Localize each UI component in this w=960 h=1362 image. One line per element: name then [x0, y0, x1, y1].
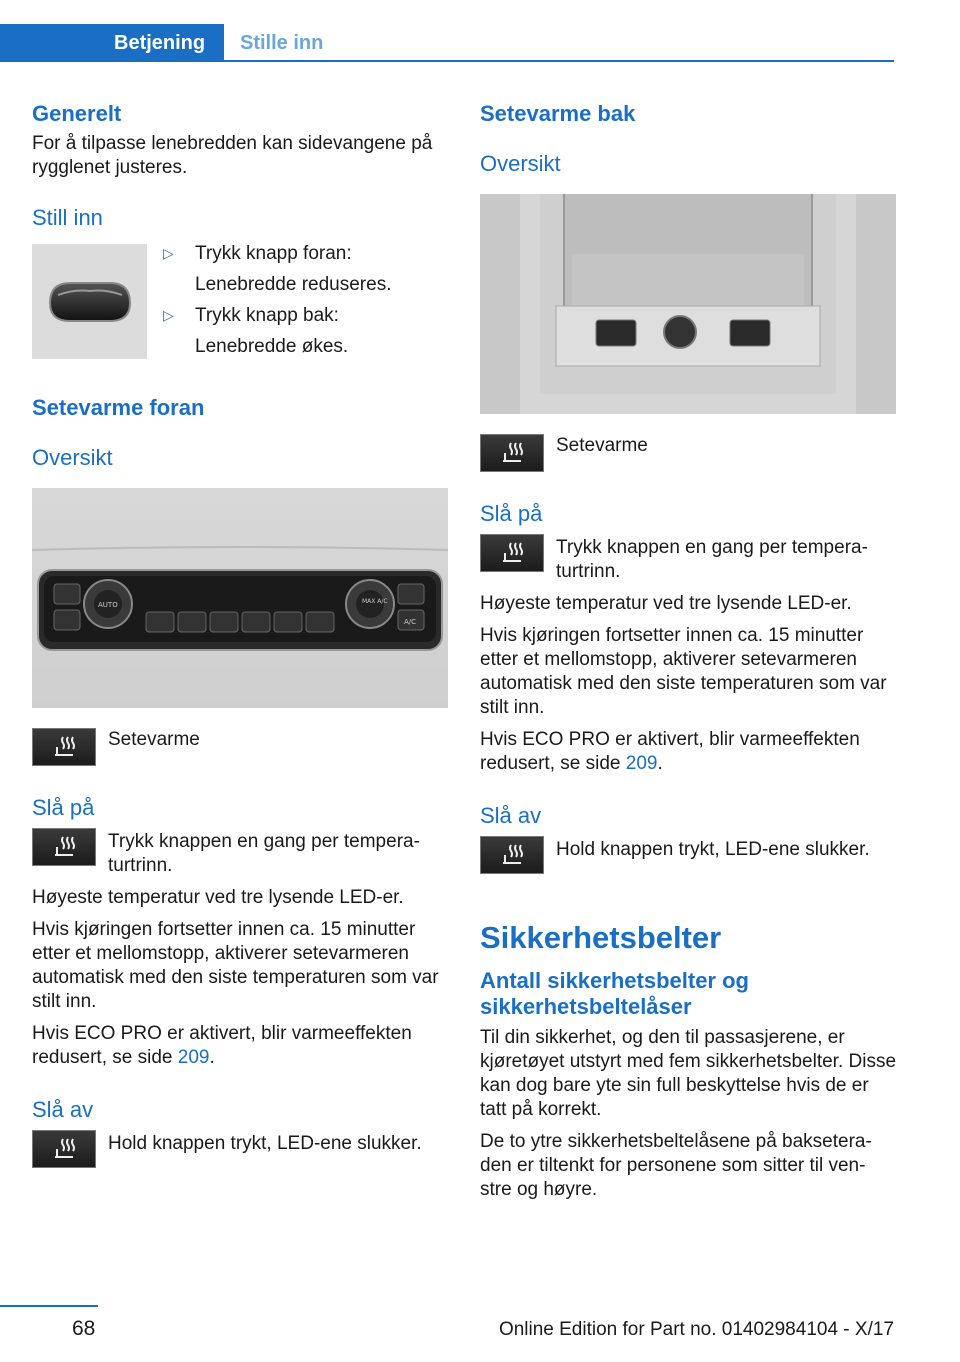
- sla-av-text-left: Hold knappen trykt, LED-ene slukker.: [108, 1133, 422, 1154]
- backrest-width-button-icon: [44, 277, 136, 327]
- still-inn-label: Still inn: [32, 205, 103, 230]
- bullet-desc: [163, 331, 391, 362]
- sla-av-row-left: [32, 1130, 448, 1168]
- hvis-text-left: Hvis kjøringen fortsetter innen ca. 15 minutter etter et mellomstopp, aktiverer setevarmeren automatisk med den siste temperaturen som var stilt inn.: [32, 919, 439, 1012]
- triangle-bullet-icon: ▷: [163, 307, 174, 323]
- page-link-209[interactable]: 209: [177, 1047, 210, 1068]
- bullet-label: Trykk knapp bak:: [195, 305, 339, 326]
- bullet-item: [163, 238, 391, 269]
- setevarme-foran-heading: Setevarme foran: [32, 395, 205, 420]
- page-link-209[interactable]: 209: [625, 753, 658, 774]
- eco-text-pre: Hvis ECO PRO er aktivert, blir varmeeffekten redusert, se side: [32, 1023, 412, 1068]
- sla-pa-text-left: Trykk knappen en gang per tempera-turtrinn.: [108, 831, 420, 876]
- eco-text-left: [32, 1022, 448, 1070]
- bullet-desc-text: Lenebredde økes.: [195, 336, 349, 357]
- hvis-text-right: Hvis kjøringen fortsetter innen ca. 15 minutter etter et mellomstopp, aktiverer setevarmeren automatisk med den siste temperaturen som var stilt inn.: [480, 625, 887, 718]
- antall-text-1: Til din sikkerhet, og den til passasjerene, er kjøretøyet utstyrt med fem sikkerhetsbelter. Disse kan dog bare yte sin full beskyttelse hvis de er tatt på korrekt.: [480, 1027, 897, 1120]
- backrest-button-image: [32, 244, 147, 359]
- still-inn-block: [32, 244, 448, 362]
- max-ac-label: MAX A/C: [362, 598, 388, 605]
- seat-heating-icon: [32, 828, 96, 866]
- seat-heating-icon: [480, 836, 544, 874]
- seat-heating-icon: [480, 434, 544, 472]
- seat-heating-icon: [32, 1130, 96, 1168]
- footer-rule: [0, 1305, 98, 1307]
- still-inn-list: [163, 238, 391, 362]
- sla-av-text-right: Hold knappen trykt, LED-ene slukker.: [556, 839, 870, 860]
- hoyeste-text-left: Høyeste temperatur ved tre lysende LED-er.: [32, 887, 404, 908]
- eco-text-post: .: [657, 753, 663, 774]
- sla-av-heading-left: Slå av: [32, 1097, 94, 1122]
- bullet-item: [163, 300, 391, 331]
- eco-text-post: .: [209, 1047, 215, 1068]
- tab-stille-inn[interactable]: Stille inn: [240, 32, 324, 54]
- setevarme-bak-heading: Setevarme bak: [480, 101, 636, 126]
- sla-pa-row-right: [480, 534, 896, 584]
- header-rule: [224, 60, 894, 62]
- seat-heating-icon: [32, 728, 96, 766]
- sla-av-heading-right: Slå av: [480, 803, 542, 828]
- setevarme-legend-left: [32, 728, 448, 766]
- generelt-text: For å tilpasse lenebredden kan sidevangene på rygglenet justeres.: [32, 133, 433, 178]
- edition-text: Online Edition for Part no. 01402984104 - X/17: [498, 1319, 894, 1340]
- seat-heating-icon: [480, 534, 544, 572]
- tab-betjening[interactable]: Betjening: [0, 24, 224, 62]
- antall-text-2: De to ytre sikkerhetsbeltelåsene på baksetera-den er tiltenkt for personene som sitter til ven-stre og høyre.: [480, 1131, 872, 1200]
- setevarme-legend-right: [480, 434, 896, 472]
- climate-panel-illustration: [32, 488, 448, 708]
- rear-console-illustration: [480, 194, 896, 414]
- bullet-desc: [163, 269, 391, 300]
- oversikt-heading-left: Oversikt: [32, 445, 113, 470]
- hoyeste-text-right: Høyeste temperatur ved tre lysende LED-er.: [480, 593, 852, 614]
- setevarme-label-left: Setevarme: [108, 729, 200, 750]
- left-column: [32, 100, 448, 1168]
- oversikt-heading-right: Oversikt: [480, 151, 561, 176]
- triangle-bullet-icon: ▷: [163, 245, 174, 261]
- sla-pa-row-left: [32, 828, 448, 878]
- right-column: [480, 100, 896, 1202]
- front-climate-panel-image: [32, 488, 448, 708]
- sla-pa-heading-right: Slå på: [480, 501, 543, 526]
- still-inn-heading: [32, 204, 448, 232]
- sla-pa-text-right: Trykk knappen en gang per tempera-turtrinn.: [556, 537, 868, 582]
- rear-console-image: [480, 194, 896, 414]
- sikkerhetsbelter-heading: Sikkerhetsbelter: [480, 920, 722, 955]
- bullet-label: Trykk knapp foran:: [195, 243, 352, 264]
- page-number: 68: [72, 1317, 96, 1340]
- bullet-desc-text: Lenebredde reduseres.: [195, 274, 392, 295]
- eco-text-right: [480, 728, 896, 776]
- sla-av-row-right: [480, 836, 896, 874]
- ac-label: A/C: [404, 618, 417, 626]
- header-bar: [0, 24, 894, 62]
- auto-label: AUTO: [98, 601, 118, 609]
- generelt-heading: Generelt: [32, 101, 122, 126]
- antall-heading: Antall sikkerhetsbelter og sikkerhetsbeltelåser: [480, 968, 749, 1019]
- sla-pa-heading-left: Slå på: [32, 795, 95, 820]
- setevarme-label-right: Setevarme: [556, 435, 648, 456]
- eco-text-pre: Hvis ECO PRO er aktivert, blir varmeeffekten redusert, se side: [480, 729, 860, 774]
